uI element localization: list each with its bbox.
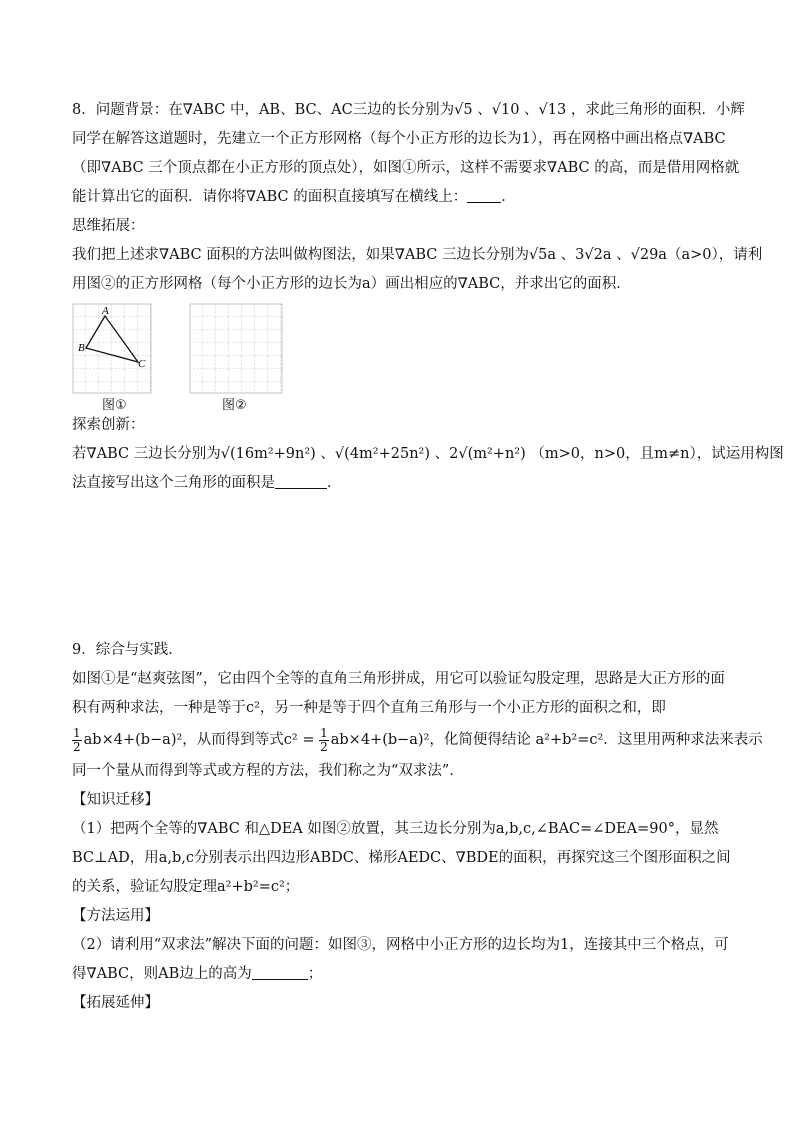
point-a-label: A (102, 305, 109, 317)
q9-line-3 (72, 723, 763, 757)
extension-line-1: 我们把上述求∇ABC 面积的方法叫做构图法，如果∇ABC 三边长分别为√5a 、3√2a 、√29a（a>0），请利 (72, 247, 763, 263)
knowledge-transfer-heading: 【知识迁移】 (72, 792, 159, 808)
fraction-half: $\frac{1}{2}$ (320, 725, 328, 754)
method-application-heading: 【方法运用】 (72, 908, 159, 924)
q9-line-2: 积有两种求法，一种是等于c²，另一种是等于四个直角三角形与一个小正方形的面积之和，即 (72, 700, 666, 716)
period: ． (501, 189, 516, 205)
explore-line-2-text: 法直接写出这个三角形的面积是 (72, 475, 275, 491)
extension-heading: 【拓展延伸】 (72, 995, 159, 1011)
worksheet-page (72, 96, 784, 1018)
period: ． (327, 475, 342, 491)
grid-figure-1 (73, 304, 151, 393)
extension-line-2: 用图②的正方形网格（每个小正方形的边长为a）画出相应的∇ABC，并求出它的面积． (72, 276, 631, 292)
explore-line-1: 若∇ABC 三边长分别为√(16m²+9n²) 、√(4m²+25n²) 、2√(m²+n²) （m>0，n>0，且m≠n），试运用构图 (72, 446, 784, 462)
part-2-line-1: （2）请利用“双求法”解决下面的问题：如图③，网格中小正方形的边长均为1，连接其中三个格点，可 (72, 937, 729, 953)
point-c-label: C (138, 358, 146, 370)
figure-2-caption: 图② (222, 398, 247, 413)
q8-line-4 (72, 183, 732, 212)
q9-line-4: 同一个量从而得到等式或方程的方法，我们称之为“双求法”． (72, 763, 464, 779)
extension-title: 思维拓展： (72, 218, 145, 234)
blank-gap (72, 498, 732, 636)
fraction-half: $\frac{1}{2}$ (73, 725, 81, 754)
q9-line-1: 如图①是“赵爽弦图”，它由四个全等的直角三角形拼成，用它可以验证勾股定理，思路是大正方形的面 (72, 671, 725, 687)
q9-line-3b: ab×4+(b−a)²，化简便得结论 a²+b²=c²．这里用两种求法来表示 (330, 732, 763, 748)
answer-blank-area[interactable] (275, 473, 327, 489)
q8-line-2: 同学在解答这道题时，先建立一个正方形网格（每个小正方形的边长为1），再在网格中画出格点∇ABC (72, 131, 726, 147)
part-2-line-2-text: 得∇ABC，则AB边上的高为 (72, 966, 252, 982)
part-2-line-2 (72, 960, 732, 989)
q8-line-4-text: 能计算出它的面积．请你将∇ABC 的面积直接填写在横线上： (72, 189, 468, 205)
grid-figure-2 (190, 304, 282, 393)
part-1-line-3: 的关系，验证勾股定理a²+b²=c²； (72, 879, 300, 895)
grid-figures (72, 303, 312, 395)
explore-line-2 (72, 469, 732, 498)
explore-title: 探索创新： (72, 417, 145, 433)
q8-line-1: 8．问题背景：在∇ABC 中，AB、BC、AC三边的长分别为√5 、√10 、√13 ，求此三角形的面积．小辉 (72, 102, 745, 118)
answer-blank-area[interactable] (467, 187, 501, 203)
q9-line-3a: ab×4+(b−a)²，从而得到等式c² = (83, 732, 315, 748)
q9-title: 9．综合与实践． (72, 642, 183, 658)
figure-1-caption: 图① (102, 398, 127, 413)
answer-blank-area[interactable] (252, 964, 308, 980)
part-1-line-2: BC⊥AD，用a,b,c分别表示出四边形ABDC、梯形AEDC、∇BDE的面积，再探究这三个图形面积之间 (72, 850, 731, 866)
part-1-line-1: （1）把两个全等的∇ABC 和△DEA 如图②放置，其三边长分别为a,b,c,∠BAC=∠DEA=90°，显然 (72, 821, 719, 837)
point-b-label: B (78, 342, 85, 354)
semicolon: ； (307, 966, 323, 982)
q8-line-3: （即∇ABC 三个顶点都在小正方形的顶点处），如图①所示，这样不需要求∇ABC 的高，而是借用网格就 (72, 160, 740, 176)
figures-row (72, 303, 732, 411)
